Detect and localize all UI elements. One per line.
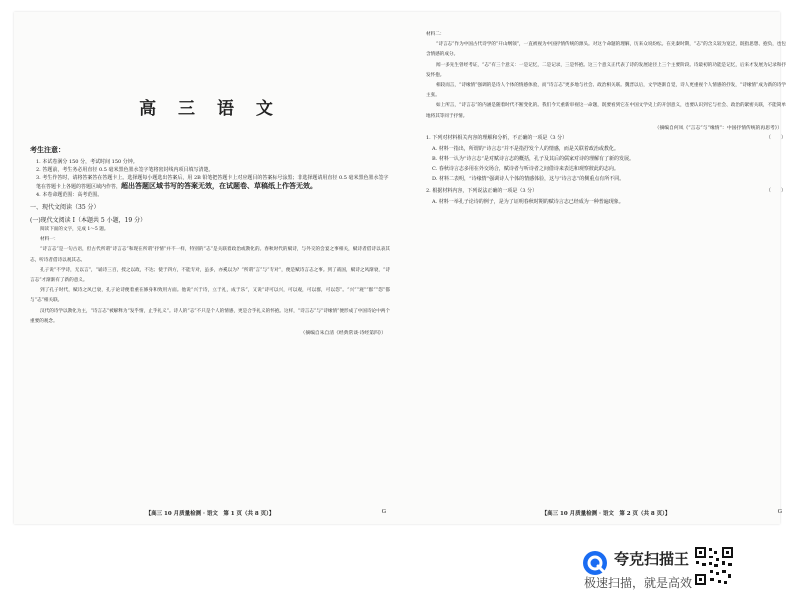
option-d: D. 材料二表明，“诗缘情”强调诗人个体的情感体验，这与“诗言志”的侧重点有所不同。 — [432, 175, 625, 182]
quark-logo-icon — [582, 550, 608, 576]
option-c: C. 春秋诗言志多用在外交场合，赋诗者与听诗者之间借诗来表达和观察彼此的志向。 — [432, 165, 619, 172]
notice-item: 4. 本卷命题范围：高考范围。 — [36, 192, 103, 198]
paragraph: “诗言志”是一句古语，但古代所谓“诗言志”和现在所谓“抒情”并不一样，特别的“志”是关联着政治或教化的。春秋时代的赋诗，与外交的会宴之事相关，赋诗者借诗以表其志，听诗者借诗以观其志。 — [30, 247, 390, 263]
paragraph: 相较而言，“诗缘情”强调的是诗人个体的情感体验，而“诗言志”更多地与社会、政治相关联。魏晋以后，文学逐渐自觉，诗人更重视个人情感的抒发，“诗缘情”成为新的诗学主张。 — [426, 83, 786, 99]
section-heading: 一、现代文阅读（35 分） — [30, 204, 100, 211]
source-note: （摘编自朱自清《经典常谈·诗经第四》） — [300, 331, 386, 337]
option-a: A. 材料一指出，所谓的“诗言志”并不是指抒发个人的情感，而是关联着政治或教化。 — [432, 145, 619, 152]
page-1 — [30, 30, 390, 520]
notice-item: 2. 答题前，考生务必用直径 0.5 毫米黑色墨水签字笔将密封线内项目填写清楚。 — [36, 167, 214, 173]
document-title: 高 三 语 文 — [139, 99, 281, 119]
footer-text: 【高三 10 月质量检测 · 语文 第 2 页（共 8 页）】 — [541, 511, 671, 517]
option-b: B. 材料一认为“诗言志”是对赋诗言志的概括，孔子及其后的儒家对诗的理解有了新的发展。 — [432, 155, 634, 162]
subsection-heading: (一)现代文阅读 I（本题共 5 小题，19 分） — [30, 217, 147, 224]
instruction: 阅读下面的文字，完成 1～5 题。 — [40, 227, 109, 232]
notice-item: 1. 本试卷满分 150 分，考试时间 150 分钟。 — [36, 159, 138, 165]
footer-text: 【高三 10 月质量检测 · 语文 第 1 页（共 8 页）】 — [145, 511, 275, 517]
paragraph: 汉代的诗学以教化为主，“诗言志”被解释为“发乎情，止乎礼义”。诗人的“志”不只是个人的情感，更是合乎礼义的怀抱。这样，“诗言志”与“诗缘情”便形成了中国诗论中两个重要的观念。 — [30, 308, 390, 324]
notice-item-text: 3. 考生作答时，请将答案答在答题卡上。选择题每小题选出答案后，用 2B 铅笔把答题卡上对应题目的答案标号涂黑；非选择题请用直径 0.5 毫米黑色墨水签字笔在答题卡上各题的答题区域内作答， — [36, 175, 389, 190]
answer-paren: （ ） — [765, 187, 786, 194]
material-label: 材料二： — [426, 32, 445, 37]
scanned-sheet — [14, 12, 786, 524]
paper-code: G — [381, 509, 386, 515]
page-footer — [30, 506, 390, 520]
brand-name: 夸克扫描王 — [614, 550, 690, 568]
notice-heading: 考生注意： — [30, 145, 65, 154]
brand-slogan: 极速扫描，就是高效 — [584, 576, 693, 590]
page-footer — [426, 506, 786, 520]
paragraph: 如上所言，“诗言志”的内涵是随着时代不断变化的。我们今天重新审视这一命题，既要看到它在中国文学史上的开创意义，也要认识到它与社会、政治的紧密关联，不能简单地将其等同于抒情。 — [426, 103, 786, 119]
paper-code: G — [777, 509, 782, 515]
paragraph: 闻一多先生曾经考证，“志”有三个意义：一是记忆，二是记录，三是怀抱。这三个意义正代表了诗的发展途径上三个主要阶段。诗最初的功能是记忆，后来才发展为记录和抒发怀抱。 — [426, 62, 786, 78]
paragraph: “诗言志”作为中国古代诗学的“开山纲领”，一直被视为中国抒情传统的源头。对这个命题的理解，历来众说纷纭。在先秦时期，“志”的含义较为宽泛，既指思想、抱负，也包含情感的成分。 — [426, 42, 786, 58]
question-text: 2. 根据材料内容，下列说法正确的一项是（3 分） — [426, 187, 538, 194]
material-label: 材料一： — [40, 237, 59, 243]
page-2 — [426, 30, 786, 520]
notice-item — [30, 174, 390, 191]
paragraph: 到了孔子时代，赋诗之风已衰，孔子论诗便着重在修身和致用方面。他说“兴于诗，立于礼，成于乐”，又说“诗可以兴，可以观，可以群，可以怨”。“兴”“观”“群”“怨”都与“志”相关联。 — [30, 288, 390, 304]
question-2-stem — [426, 186, 786, 197]
notice-highlight: 超出答题区域书写的答案无效，在试题卷、草稿纸上作答无效。 — [121, 181, 318, 190]
paragraph: 孔子说“不学诗，无以言”，“诵诗三百，授之以政，不达；使于四方，不能专对，虽多，亦奚以为？”所谓“言”与“专对”，便是赋诗言志之事。到了战国，赋诗之风渐衰，“诗言志”才渐渐有了新的意义。 — [30, 267, 390, 284]
source-note: （摘编自何凤《“言志”与“缘情”：中国抒情传统的再思考》） — [654, 125, 782, 131]
qr-code-icon — [694, 546, 734, 586]
question-1-stem — [426, 133, 786, 144]
question-text: 1. 下列对材料相关内容的理解和分析，不正确的一项是（3 分） — [426, 134, 568, 141]
answer-paren: （ ） — [765, 134, 786, 141]
option-a: A. 材料一举孔子论诗的例子，是为了证明春秋时期的赋诗言志已经成为一种普遍现象。 — [432, 198, 624, 205]
scanner-watermark — [582, 546, 782, 596]
